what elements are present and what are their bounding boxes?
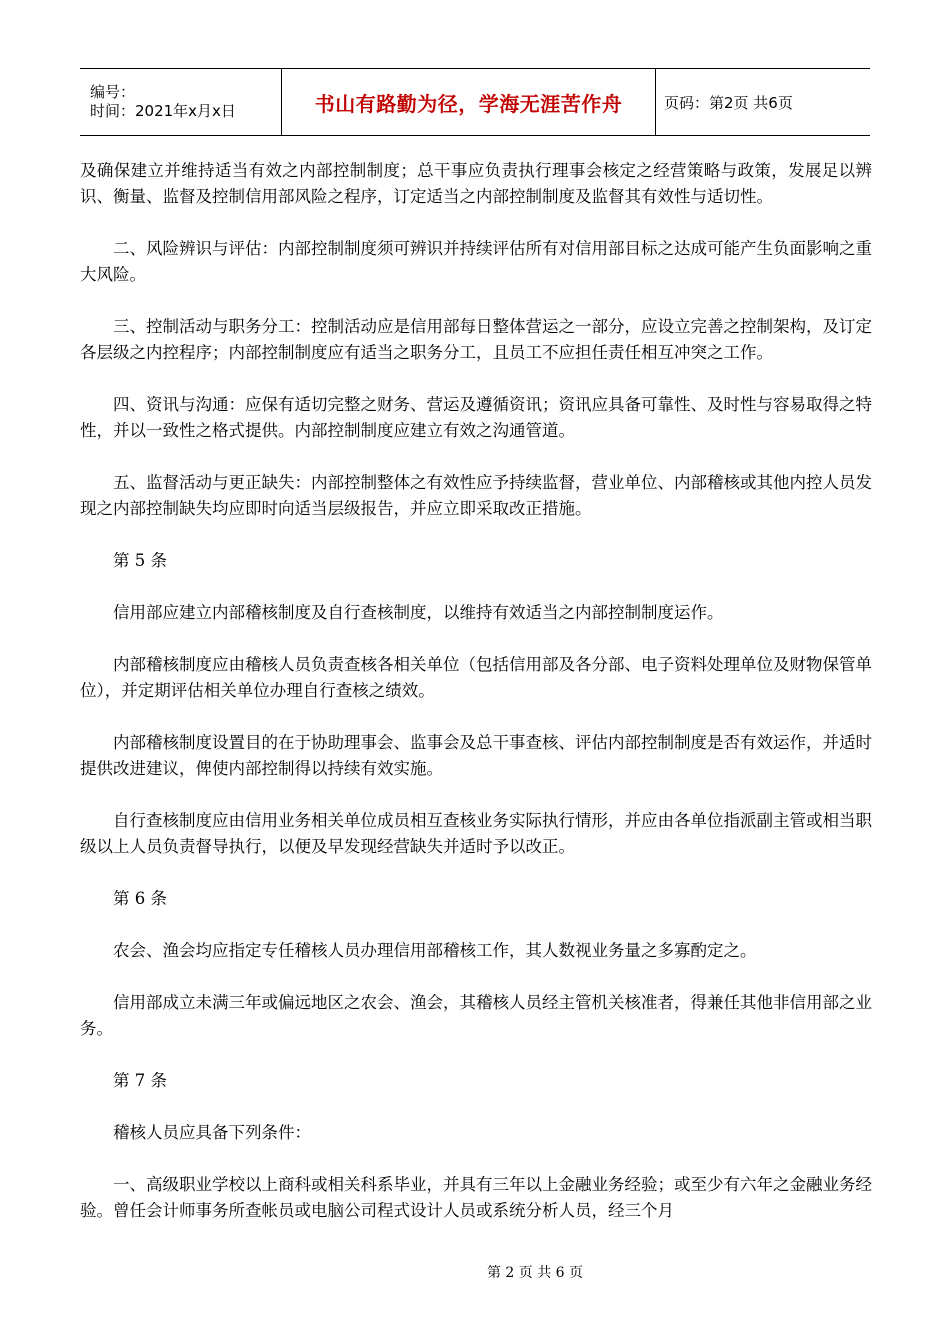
paragraph-article-7-a: 稽核人员应具备下列条件：: [113, 1123, 311, 1142]
article-heading-5: 第 5 条: [113, 551, 167, 570]
paragraph-article-7-b: 一、高级职业学校以上商科或相关科系毕业，并具有三年以上金融业务经验；或至少有六年之金融业务经验。曾任会计师事务所查帐员或电脑公司程式设计人员或系统分析人员，经三个月: [80, 1175, 872, 1220]
paragraph-control-activities: 三、控制活动与职务分工：控制活动应是信用部每日整体营运之一部分，应设立完善之控制架构，及订定各层级之内控程序；内部控制制度应有适当之职务分工，且员工不应担任责任相互冲突之工作。: [80, 317, 872, 362]
paragraph-article-6-a: 农会、渔会均应指定专任稽核人员办理信用部稽核工作，其人数视业务量之多寡酌定之。: [113, 941, 757, 960]
header-meta: [80, 69, 282, 135]
paragraph-continuation: 及确保建立并维持适当有效之内部控制制度；总干事应负责执行理事会核定之经营策略与政策，发展足以辨识、衡量、监督及控制信用部风险之程序，订定适当之内部控制制度及监督其有效性与适切性。: [80, 161, 872, 206]
document-time-label: 时间：2021年x月x日: [90, 102, 236, 120]
header-page-label: 页码：第2页 共6页: [664, 93, 793, 112]
page-header: [80, 68, 870, 136]
paragraph-article-5-b: 内部稽核制度应由稽核人员负责查核各相关单位（包括信用部及各分部、电子资料处理单位及财物保管单位），并定期评估相关单位办理自行查核之绩效。: [80, 655, 872, 700]
header-page-cell: [656, 69, 870, 135]
page-footer: [0, 1262, 950, 1282]
paragraph-information-communication: 四、资讯与沟通：应保有适切完整之财务、营运及遵循资讯；资讯应具备可靠性、及时性与容易取得之特性，并以一致性之格式提供。内部控制制度应建立有效之沟通管道。: [80, 395, 872, 440]
article-heading-6: 第 6 条: [113, 889, 167, 908]
document-number-label: 编号：: [90, 83, 136, 101]
article-heading-7: 第 7 条: [113, 1071, 167, 1090]
footer-page-number: 第 2 页 共 6 页: [486, 1265, 584, 1281]
paragraph-article-6-b: 信用部成立未满三年或偏远地区之农会、渔会，其稽核人员经主管机关核准者，得兼任其他非信用部之业务。: [80, 993, 872, 1038]
document-body: [80, 158, 872, 1250]
paragraph-article-5-c: 内部稽核制度设置目的在于协助理事会、监事会及总干事查核、评估内部控制制度是否有效运作，并适时提供改进建议，俾使内部控制得以持续有效实施。: [80, 733, 872, 778]
paragraph-article-5-d: 自行查核制度应由信用业务相关单位成员相互查核业务实际执行情形，并应由各单位指派副主管或相当职级以上人员负责督导执行，以便及早发现经营缺失并适时予以改正。: [80, 811, 872, 856]
paragraph-risk-identification: 二、风险辨识与评估：内部控制制度须可辨识并持续评估所有对信用部目标之达成可能产生负面影响之重大风险。: [80, 239, 872, 284]
paragraph-monitoring: 五、监督活动与更正缺失：内部控制整体之有效性应予持续监督，营业单位、内部稽核或其他内控人员发现之内部控制缺失均应即时向适当层级报告，并应立即采取改正措施。: [80, 473, 872, 518]
header-motto: 书山有路勤为径，学海无涯苦作舟: [314, 91, 623, 116]
header-motto-cell: [282, 69, 656, 135]
paragraph-article-5-a: 信用部应建立内部稽核制度及自行查核制度，以维持有效适当之内部控制制度运作。: [113, 603, 724, 622]
